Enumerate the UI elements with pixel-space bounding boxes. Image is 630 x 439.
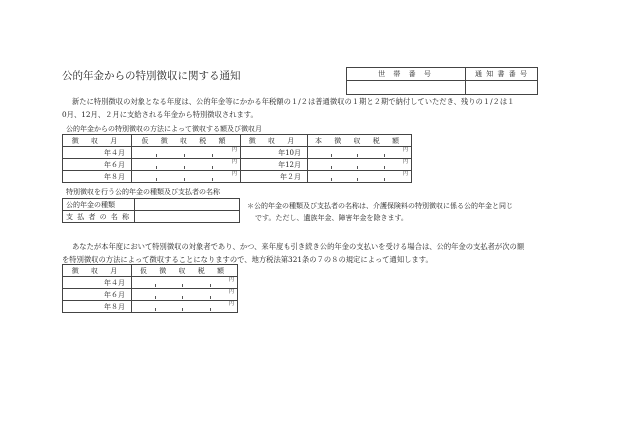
- yen-label: 円: [231, 171, 237, 177]
- section2-title: 特別徴収を行う公的年金の種類及び支払者の名称: [66, 188, 220, 196]
- collection-table-1: [62, 134, 412, 183]
- payer-name-label: 支 払 者 の 名 称: [63, 211, 135, 223]
- t1-right-month-2: 年12月: [241, 159, 308, 171]
- section1-title: 公的年金からの特別徴収の方法によって徴収する額及び徴収月: [66, 125, 262, 133]
- t2-header-provisional: 仮 徴 収 税 額: [132, 265, 238, 277]
- t1-header-month-right: 徴 収 月: [241, 135, 308, 147]
- continue-line-2: を特別徴収の方法によって徴収することになりますので、地方税法第321条の７の８の規定によって通知します。: [62, 255, 433, 264]
- household-number-field[interactable]: [347, 81, 466, 95]
- household-number-label: 世 帯 番 号: [347, 68, 466, 81]
- payer-name-field[interactable]: [135, 211, 240, 223]
- t1-header-main: 本 徴 収 税 額: [308, 135, 412, 147]
- yen-label: 円: [402, 171, 408, 177]
- pension-note: [247, 200, 513, 224]
- header-number-box: [346, 67, 538, 95]
- t2-month-2: 年６月: [63, 289, 132, 301]
- yen-label: 円: [228, 289, 234, 295]
- yen-label: 円: [231, 147, 237, 153]
- note-line-1: ＊公的年金の種類及び支払者の名称は、介護保険料の特別徴収に係る公的年金と同じ: [247, 202, 513, 210]
- yen-label: 円: [228, 277, 234, 283]
- t1-left-amount-3[interactable]: [132, 171, 241, 183]
- intro-line-1: 新たに特別徴収の対象となる年度は、公的年金等にかかる年税額の１/２は普通徴収の１期と２期で納付していただき、残りの１/２は１: [72, 97, 515, 106]
- notice-number-label: 通 知 書 番 号: [466, 68, 538, 81]
- continue-paragraph: [62, 240, 582, 266]
- t1-right-amount-2[interactable]: [308, 159, 412, 171]
- yen-label: 円: [402, 147, 408, 153]
- t1-left-month-1: 年４月: [63, 147, 132, 159]
- t1-left-amount-2[interactable]: [132, 159, 241, 171]
- t1-right-month-1: 年10月: [241, 147, 308, 159]
- t1-left-month-3: 年８月: [63, 171, 132, 183]
- pension-type-label: 公的年金の種類: [63, 199, 135, 211]
- t1-right-month-3: 年２月: [241, 171, 308, 183]
- t2-month-1: 年４月: [63, 277, 132, 289]
- t2-amount-3[interactable]: [132, 301, 238, 313]
- t1-left-month-2: 年６月: [63, 159, 132, 171]
- collection-table-2: [62, 264, 238, 313]
- t1-header-provisional: 仮 徴 収 税 額: [132, 135, 241, 147]
- t2-month-3: 年８月: [63, 301, 132, 313]
- t2-header-month: 徴 収 月: [63, 265, 132, 277]
- t2-amount-1[interactable]: [132, 277, 238, 289]
- yen-label: 円: [228, 301, 234, 307]
- t1-right-amount-1[interactable]: [308, 147, 412, 159]
- yen-label: 円: [231, 159, 237, 165]
- t1-right-amount-3[interactable]: [308, 171, 412, 183]
- pension-type-field[interactable]: [135, 199, 240, 211]
- notice-number-field[interactable]: [466, 81, 538, 95]
- intro-line-2: 0月、12月、２月に支給される年金から特別徴収されます。: [62, 110, 258, 119]
- t1-header-month-left: 徴 収 月: [63, 135, 132, 147]
- note-line-2: です。ただし、遺族年金、障害年金を除きます。: [255, 214, 408, 222]
- intro-paragraph: [62, 95, 582, 121]
- t2-amount-2[interactable]: [132, 289, 238, 301]
- t1-left-amount-1[interactable]: [132, 147, 241, 159]
- page-title: 公的年金からの特別徴収に関する通知: [62, 70, 241, 82]
- pension-payer-table: [62, 198, 240, 223]
- continue-line-1: あなたが本年度において特別徴収の対象者であり、かつ、来年度も引き続き公的年金の支払いを受ける場合は、公的年金の支払者が次の額: [72, 242, 525, 251]
- yen-label: 円: [402, 159, 408, 165]
